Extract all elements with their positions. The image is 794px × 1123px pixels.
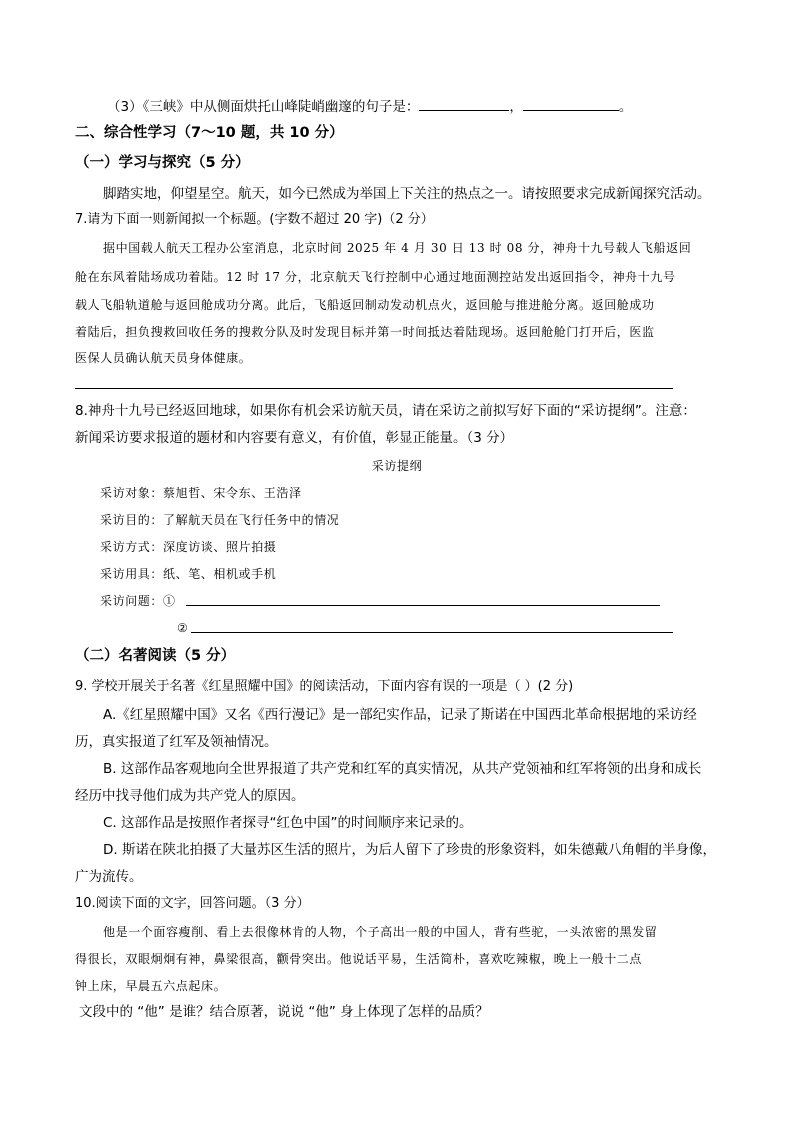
- question-9: 9. 学校开展关于名著《红星照耀中国》的阅读活动，下面内容有误的一项是（ ）(2 分): [75, 679, 574, 694]
- outline-questions: [100, 592, 176, 610]
- question-8-line-2: 新闻采访要求报道的题材和内容要有意义，有价值，彰显正能量。（3 分）: [75, 430, 514, 446]
- q3-text: （3）《三峡》中从侧面烘托山峰陡峭幽邃的句子是：: [107, 99, 420, 115]
- question-10: 10.阅读下面的文字，回答问题。（3 分）: [75, 896, 310, 911]
- question-7: 7.请为下面一则新闻拟一个标题。(字数不超过 20 字)（2 分）: [75, 212, 434, 227]
- option-b-line-1: B. 这部作品客观地向全世界报道了共产党和红军的真实情况，从共产党领袖和红军将领的出身和成长: [103, 761, 702, 777]
- question-10-prompt: 文段中的 “他” 是谁？结合原著，说说 “他” 身上体现了怎样的品质？: [79, 1004, 489, 1020]
- question-marker-1: ①: [163, 594, 176, 608]
- outline-method: 采访方式：深度访谈、照片拍摄: [100, 540, 277, 554]
- outline-purpose: 采访目的：了解航天员在飞行任务中的情况: [100, 513, 340, 527]
- news-line-1: 据中国载人航天工程办公室消息，北京时间 2025 年 4 月 30 日 13 时 08 分，神舟十九号载人飞船返回: [103, 241, 692, 255]
- passage-line-3: 钟上床，早晨五六点起床。: [75, 979, 227, 993]
- question-answer-line-2[interactable]: [191, 632, 673, 633]
- outline-tools: 采访用具：纸、笔、相机或手机: [100, 567, 277, 581]
- part-1-title: （一）学习与探究（5 分）: [75, 155, 250, 171]
- news-line-5: 医保人员确认航天员身体健康。: [75, 351, 252, 365]
- question-answer-line-1[interactable]: [186, 605, 660, 606]
- q3-separator: ，: [509, 99, 523, 115]
- news-line-3: 载人飞船轨道舱与返回舱成功分离。此后，飞船返回制动发动机点火，返回舱与推进舱分离。返回舱成功: [75, 298, 655, 312]
- option-a-line-1: A.《红星照耀中国》又名《西行漫记》是一部纪实作品，记录了斯诺在中国西北革命根据地的采访经: [103, 707, 697, 723]
- answer-blank-2[interactable]: [523, 96, 619, 111]
- question-8-line-1: 8.神舟十九号已经返回地球，如果你有机会采访航天员，请在采访之前拟写好下面的“采访提纲”。注意：: [75, 403, 696, 419]
- option-c: C. 这部作品是按照作者探寻“红色中国”的时间顺序来记录的。: [103, 815, 473, 831]
- outline-target: 采访对象：蔡旭哲、宋令东、王浩泽: [100, 486, 302, 500]
- option-a-line-2: 历，真实报道了红军及领袖情况。: [75, 734, 278, 750]
- option-d-line-2: 广为流传。: [75, 869, 143, 885]
- news-line-4: 着陆后，担负搜救回收任务的搜救分队及时发现目标并第一时间抵达着陆现场。返回舱舱门打开后，医监: [75, 325, 655, 339]
- news-line-2: 舱在东风着陆场成功着陆。12 时 17 分，北京航天飞行控制中心通过地面测控站发出返回指令，神舟十九号: [75, 270, 676, 284]
- q3-line: [107, 96, 632, 116]
- title-answer-line[interactable]: [75, 388, 673, 389]
- part-2-title: （二）名著阅读（5 分）: [75, 648, 236, 664]
- section-2-title: 二、综合性学习（7～10 题，共 10 分）: [75, 125, 344, 141]
- outline-title: 采访提纲: [371, 459, 423, 473]
- part-1-intro: 脚踏实地，仰望星空。航天，如今已然成为举国上下关注的热点之一。请按照要求完成新闻探究活动。: [103, 186, 711, 202]
- answer-blank-1[interactable]: [419, 96, 509, 111]
- questions-label: 采访问题：: [100, 594, 164, 608]
- passage-line-1: 他是一个面容瘦削、看上去很像林肯的人物，个子高出一般的中国人，背有些驼，一头浓密的黑发留: [103, 925, 658, 939]
- question-marker-2: ②: [177, 621, 189, 635]
- q3-end: 。: [618, 99, 633, 115]
- passage-line-2: 得很长，双眼炯炯有神，鼻梁很高，颧骨突出。他说话平易，生活简朴，喜欢吃辣椒，晚上一般十二点: [75, 952, 643, 966]
- option-b-line-2: 经历中找寻他们成为共产党人的原因。: [75, 788, 305, 804]
- option-d-line-1: D. 斯诺在陕北拍摄了大量苏区生活的照片，为后人留下了珍贵的形象资料，如朱德戴八角帽的半身像，: [103, 842, 716, 858]
